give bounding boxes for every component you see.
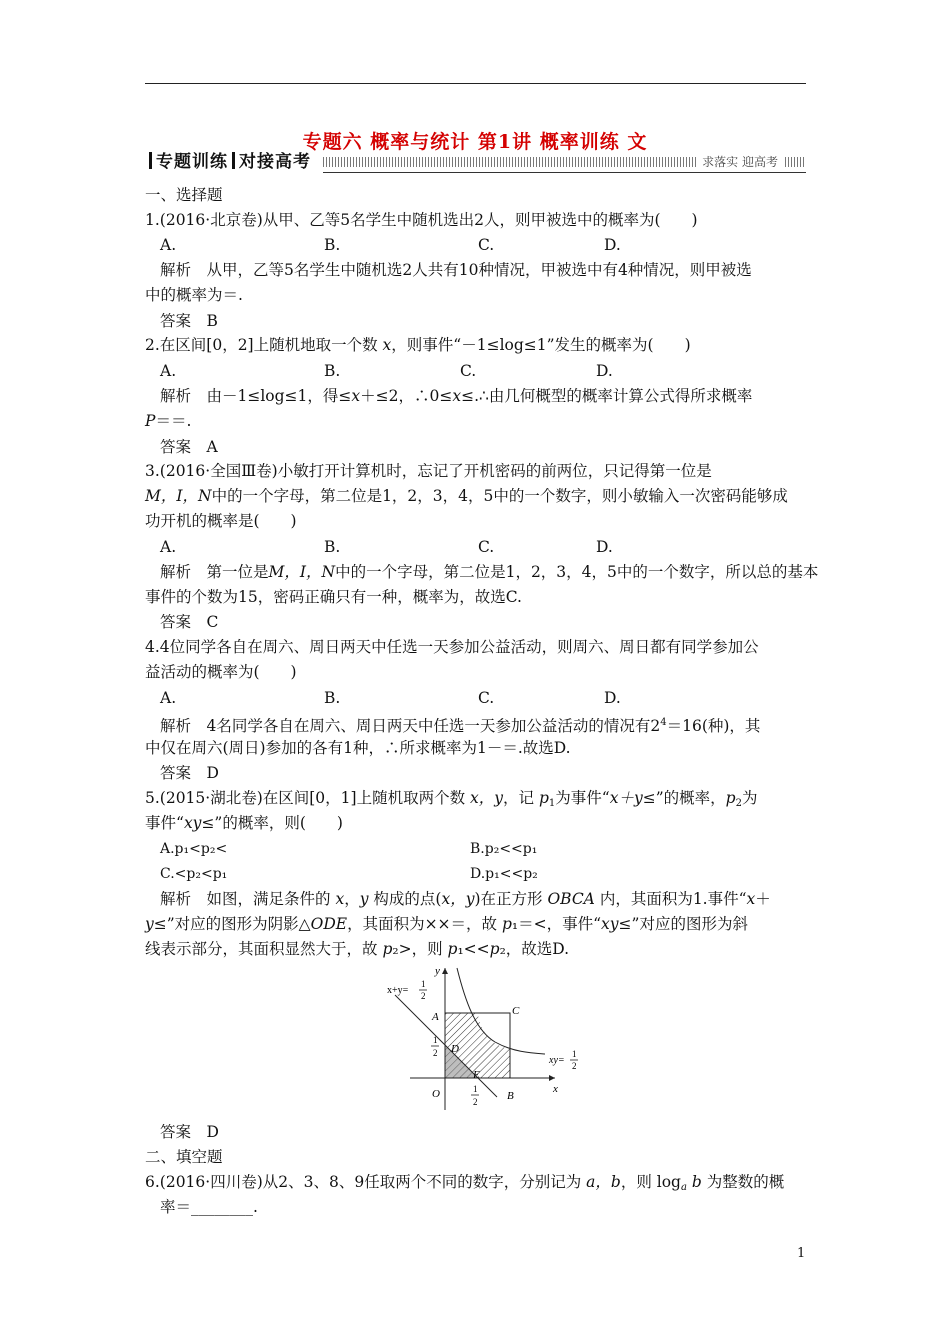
- q3-answer: 答案 C: [160, 613, 219, 631]
- line-label-den: 2: [421, 991, 426, 1001]
- q5-analysis-line-3: [145, 939, 569, 959]
- q2-an2-p: P: [145, 412, 156, 430]
- line-label: x+y=: [387, 985, 409, 996]
- q5-a1-pt: x，y: [441, 890, 475, 908]
- q5-s1-pre: 5.(2015·湖北卷)在区间[0，1]上随机取两个数: [145, 789, 471, 807]
- q5-s1-xy: x，y: [470, 789, 504, 807]
- x-axis-arrow: [549, 1075, 555, 1081]
- q5-option-b: B.p₂<<p₁: [470, 841, 538, 857]
- question-3-stem-2: [145, 486, 788, 506]
- label-y: y: [435, 965, 440, 977]
- q4-an1-sup: 4: [660, 717, 667, 728]
- label-x: x: [553, 1083, 558, 1095]
- q5-s1-post: 为: [741, 789, 758, 807]
- q5-a1-pre: 解析 如图，满足条件的: [160, 890, 336, 908]
- q5-a2-mid3: ₁＝<，事件“: [511, 915, 602, 933]
- question-1-stem: 1.(2016·北京卷)从甲、乙等5名学生中随机选出2人，则甲被选中的概率为( ): [145, 211, 698, 229]
- q5-a3-post: ₂，故选D.: [499, 940, 570, 958]
- banner-label-a: 专题训练: [156, 152, 228, 172]
- q1-option-a: A.: [160, 236, 177, 254]
- q5-a2-p1: p: [501, 915, 512, 933]
- q3-stem-vars: M，I，N: [145, 487, 212, 505]
- q2-stem-pre: 2.在区间[0，2]上随机地取一个数: [145, 336, 383, 354]
- q5-a1-post: 内，其面积为1.事件“: [594, 890, 747, 908]
- q5-a2-post: ≤”对应的图形为斜: [618, 915, 748, 933]
- question-5-stem-1: [145, 788, 757, 814]
- label-c: C: [512, 1005, 520, 1017]
- q3-option-a: A.: [160, 538, 177, 556]
- q5-a1-mid: 构成的点(: [368, 890, 442, 908]
- q5-option-d: D.p₁<<p₂: [470, 866, 538, 882]
- label-b: B: [507, 1090, 514, 1102]
- q5-analysis-line-2: [145, 914, 748, 934]
- q2-analysis-line-2: [145, 411, 191, 431]
- q6-s1-pre: 6.(2016·四川卷)从2、3、8、9任取两个不同的数字，分别记为: [145, 1173, 587, 1191]
- q3-an1-post: 中的一个字母，第二位是1，2，3，4，5中的一个数字，所以总的基本: [335, 563, 819, 581]
- q1-option-c: C.: [478, 236, 495, 254]
- section-heading-fill: 二、填空题: [145, 1148, 223, 1166]
- q3-option-c: C.: [478, 538, 495, 556]
- q1-option-b: B.: [324, 236, 341, 254]
- q6-s1-mid: ，则 log: [620, 1173, 681, 1191]
- q2-an1-post: ≤.∴由几何概型的概率计算公式得所求概率: [461, 387, 753, 405]
- q4-analysis-line-2: 中仅在周六(周日)参加的各有1种，∴所求概率为1－＝.故选D.: [145, 739, 571, 757]
- x-tick-num: 1: [473, 1084, 478, 1094]
- q5-s1-mid2: 为事件“: [555, 789, 610, 807]
- q3-stem-2-post: 中的一个字母，第二位是1，2，3，4，5中的一个数字，则小敏输入一次密码能够成: [211, 487, 788, 505]
- q2-stem-post: ，则事件“－1≤log≤1”发生的概率为( ): [391, 336, 691, 354]
- y-tick-num: 1: [433, 1035, 438, 1045]
- q1-option-d: D.: [604, 236, 621, 254]
- q4-option-b: B.: [324, 689, 341, 707]
- question-4-stem-2: 益活动的概率为( ): [145, 663, 297, 681]
- q4-option-c: C.: [478, 689, 495, 707]
- q5-s2-xy: xy: [183, 814, 202, 832]
- q5-s1-p1: p: [538, 789, 549, 807]
- question-4-stem-1: 4.4位同学各自在周六、周日两天中任选一天参加公益活动，则周六、周日都有同学参加公: [145, 638, 759, 656]
- q1-analysis-line-1: 解析 从甲，乙等5名学生中随机选2人共有10种情况，甲被选中有4种情况，则甲被选: [160, 261, 752, 279]
- q2-option-c: C.: [460, 362, 477, 380]
- question-6-stem-1: [145, 1172, 784, 1198]
- q5-a2-y: y: [145, 915, 154, 933]
- page-title: 专题六 概率与统计 第1讲 概率训练 文: [302, 131, 648, 153]
- q2-an1-mid: ＋≤2，∴0≤: [360, 387, 453, 405]
- banner-label-b: 对接高考: [239, 152, 311, 172]
- section-heading-choice: 一、选择题: [145, 186, 223, 204]
- q2-option-d: D.: [596, 362, 613, 380]
- q2-answer: 答案 A: [160, 438, 218, 456]
- q6-s1-post: 为整数的概: [701, 1173, 785, 1191]
- q5-s2-post: ≤”的概率，则( ): [201, 814, 343, 832]
- question-6-stem-2: 率＝________.: [160, 1198, 258, 1216]
- q2-an1-x1: x: [351, 387, 361, 405]
- q5-a1-mid2: )在正方形: [474, 890, 548, 908]
- curve-label: xy=: [549, 1055, 565, 1066]
- q5-a3-p2b: p: [489, 940, 500, 958]
- q5-a1-x2: x: [746, 890, 756, 908]
- x-tick-den: 2: [473, 1097, 478, 1107]
- q4-option-d: D.: [604, 689, 621, 707]
- banner-bar: [149, 152, 152, 169]
- q5-a2-mid2: ，其面积为××＝，故: [347, 915, 502, 933]
- banner-label: [145, 150, 311, 174]
- question-3-stem-1: 3.(2016·全国Ⅲ卷)小敏打开计算机时，忘记了开机密码的前两位，只记得第一位是: [145, 462, 712, 480]
- q5-a3-p2: p: [382, 940, 393, 958]
- question-3-stem-3: 功开机的概率是( ): [145, 512, 297, 530]
- q5-a3-p1: p: [447, 940, 458, 958]
- q2-analysis-line-1: [160, 386, 752, 406]
- q5-a1-c: ，: [344, 890, 360, 908]
- q5-a1-x: x: [335, 890, 345, 908]
- q2-option-a: A.: [160, 362, 177, 380]
- q5-a1-end: ＋: [755, 890, 771, 908]
- q5-a2-xy: xy: [601, 915, 619, 933]
- q5-a3-mid: ₂>，则: [392, 940, 448, 958]
- q4-analysis-line-1: [160, 713, 760, 736]
- q4-option-a: A.: [160, 689, 177, 707]
- q2-stem-var: x: [382, 336, 392, 354]
- question-2-stem: [145, 335, 691, 355]
- q5-s1-ev: x＋y: [609, 789, 643, 807]
- q5-a3-mid2: ₁<<: [457, 940, 490, 958]
- q4-answer: 答案 D: [160, 764, 219, 782]
- q5-s1-mid: ，记: [503, 789, 539, 807]
- line-label-num: 1: [421, 979, 426, 989]
- banner-underline: [323, 172, 806, 173]
- q6-s1-b: b: [691, 1173, 702, 1191]
- top-rule: [145, 83, 806, 84]
- q1-answer: 答案 B: [160, 312, 218, 330]
- q3-analysis-line-1: [160, 562, 818, 582]
- q3-option-b: B.: [324, 538, 341, 556]
- question-5-stem-2: [145, 813, 343, 833]
- q5-a3-pre: 线表示部分，其面积显然大于，故: [145, 940, 383, 958]
- q5-s2-pre: 事件“: [145, 814, 184, 832]
- q3-an1-pre: 解析 第一位是: [160, 563, 269, 581]
- banner-tag: 求落实 迎高考: [696, 153, 784, 171]
- q2-an1-pre: 解析 由－1≤log≤1，得≤: [160, 387, 352, 405]
- q4-an1-pre: 解析 4名同学各自在周六、周日两天中任选一天参加公益活动的情况有2: [160, 717, 661, 735]
- q5-a2-mid: ≤”对应的图形为阴影△: [153, 915, 311, 933]
- q3-an1-vars: M，I，N: [268, 563, 336, 581]
- label-d: D: [451, 1043, 459, 1055]
- page-number: 1: [797, 1246, 806, 1261]
- q5-s1-mid3: ≤”的概率，: [642, 789, 726, 807]
- curve-label-num: 1: [572, 1049, 577, 1059]
- q5-s1-p2: p: [725, 789, 736, 807]
- q3-analysis-line-2: 事件的个数为15，密码正确只有一种，概率为，故选C.: [145, 588, 522, 606]
- q5-a1-y: y: [359, 890, 369, 908]
- q4-an1-post: ＝16(种)，其: [666, 717, 761, 735]
- q6-s1-a: a: [680, 1182, 687, 1193]
- q5-answer: 答案 D: [160, 1123, 219, 1141]
- y-axis-arrow: [442, 968, 448, 974]
- q5-analysis-line-1: [160, 889, 771, 909]
- geometry-figure: [365, 960, 595, 1120]
- label-e: E: [473, 1069, 480, 1081]
- q5-s1-p2sub: 2: [735, 798, 742, 809]
- label-a: A: [432, 1011, 439, 1023]
- q2-an2-post: ＝＝.: [155, 412, 192, 430]
- q2-option-b: B.: [324, 362, 341, 380]
- q5-a2-ode: ODE: [310, 915, 348, 933]
- q5-s1-p1sub: 1: [548, 798, 556, 809]
- q3-option-d: D.: [596, 538, 613, 556]
- q1-analysis-line-2: 中的概率为＝.: [145, 286, 243, 304]
- y-tick-den: 2: [433, 1048, 438, 1058]
- label-o: O: [432, 1088, 440, 1100]
- q2-an1-x2: x: [452, 387, 462, 405]
- q5-a1-sq: OBCA: [547, 890, 595, 908]
- banner-bar: [232, 152, 235, 169]
- curve-label-den: 2: [572, 1061, 577, 1071]
- q5-option-a: A.p₁<p₂<: [160, 841, 228, 857]
- section-banner: [145, 150, 806, 174]
- q5-option-c: C.<p₂<p₁: [160, 866, 228, 882]
- q6-s1-ab: a，b: [586, 1173, 621, 1191]
